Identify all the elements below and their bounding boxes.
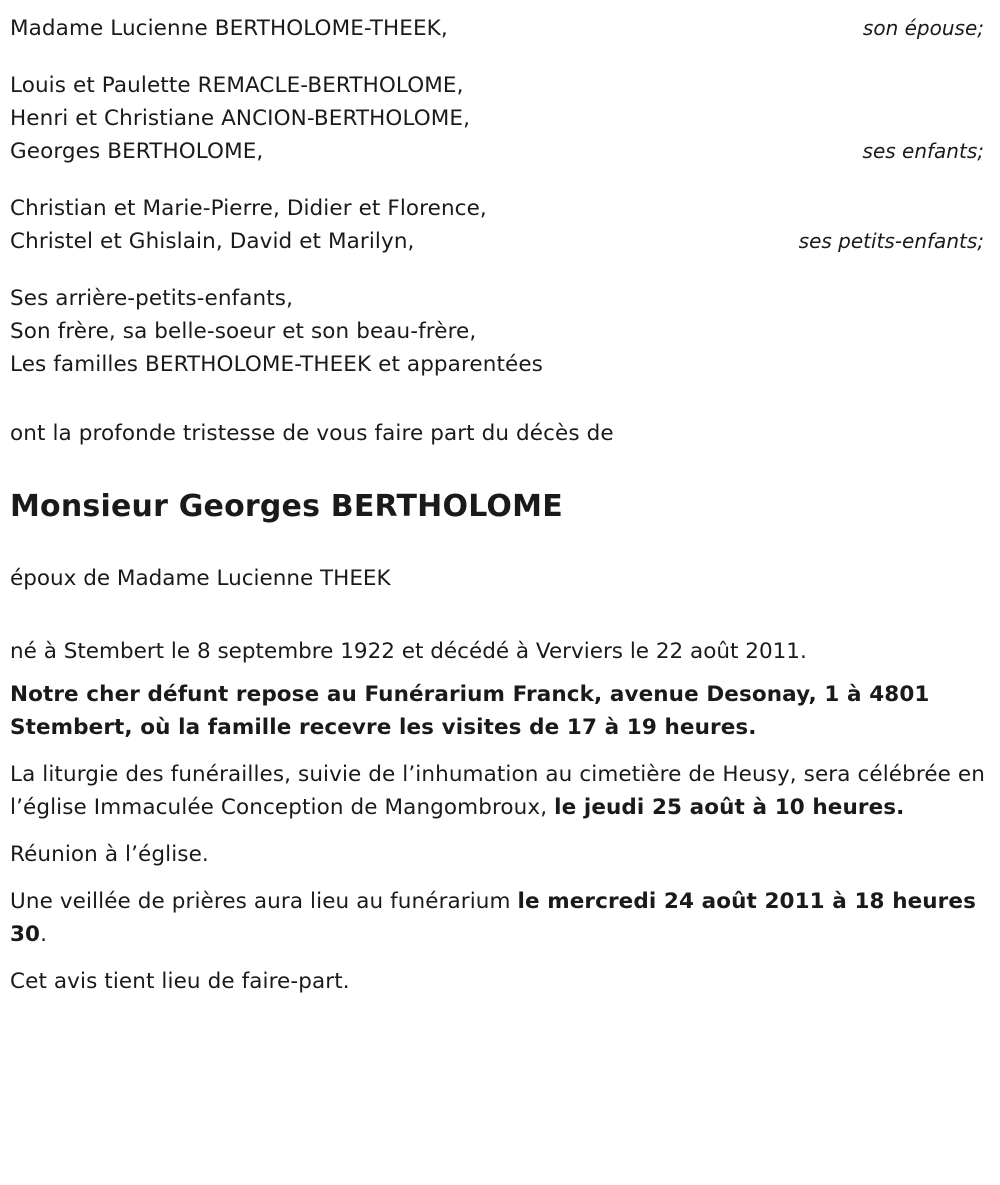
- vigil-text-trailing: .: [40, 922, 48, 947]
- name-lines: [10, 192, 487, 258]
- vigil-paragraph: [10, 885, 986, 951]
- relation-row: [10, 69, 986, 168]
- vigil-text-normal: Une veillée de prières aura lieu au funérarium: [10, 889, 518, 914]
- group-spacer: [10, 258, 986, 282]
- name-lines: [10, 69, 470, 168]
- name-lines: [10, 282, 986, 381]
- family-name-line: Madame Lucienne BERTHOLOME-THEEK,: [10, 16, 448, 41]
- closing-paragraph: Cet avis tient lieu de faire-part.: [10, 969, 350, 994]
- name-lines: [10, 12, 448, 45]
- family-name-line: Louis et Paulette REMACLE-BERTHOLOME,: [10, 73, 464, 98]
- relation-row: [10, 12, 986, 45]
- family-name-line: Christian et Marie-Pierre, Didier et Florence,: [10, 196, 487, 221]
- relation-label-grandchildren: ses petits-enfants;: [798, 229, 984, 253]
- spouse-of-line: époux de Madame Lucienne THEEK: [10, 566, 391, 591]
- deceased-name-heading: Monsieur Georges BERTHOLOME: [10, 489, 563, 524]
- family-name-line: Ses arrière-petits-enfants,: [10, 286, 293, 311]
- vigil-text-bold: le mercredi 24 août 2011 à 18 heures 30: [10, 889, 976, 947]
- family-group-spouse: [10, 12, 986, 45]
- relation-label-spouse: son épouse;: [862, 16, 984, 40]
- relation-row: [10, 192, 986, 258]
- reunion-paragraph: Réunion à l’église.: [10, 842, 209, 867]
- funerarium-paragraph: Notre cher défunt repose au Funérarium Franck, avenue Desonay, 1 à 4801 Stembert, où la famille recevre les visites de 17 à 19 heures.: [10, 682, 930, 740]
- family-name-line: Christel et Ghislain, David et Marilyn,: [10, 229, 415, 254]
- family-name-line: Son frère, sa belle-soeur et son beau-frère,: [10, 319, 477, 344]
- group-spacer: [10, 45, 986, 69]
- family-group-others: [10, 282, 986, 381]
- liturgy-text-bold: le jeudi 25 août à 10 heures.: [554, 795, 905, 820]
- family-group-children: [10, 69, 986, 168]
- family-listing: [10, 12, 986, 381]
- liturgy-text-normal: La liturgie des funérailles, suivie de l’inhumation au cimetière de Heusy, sera célébrée en l’église Immaculée Conception de Mangombroux,: [10, 762, 985, 820]
- family-name-line: Les familles BERTHOLOME-THEEK et apparentées: [10, 352, 543, 377]
- announcement-lead: ont la profonde tristesse de vous faire part du décès de: [10, 421, 614, 446]
- birth-death-dates-line: né à Stembert le 8 septembre 1922 et décédé à Verviers le 22 août 2011.: [10, 639, 807, 664]
- family-name-line: Georges BERTHOLOME,: [10, 139, 264, 164]
- family-group-grandchildren: [10, 192, 986, 258]
- liturgy-paragraph: [10, 758, 986, 824]
- family-name-line: Henri et Christiane ANCION-BERTHOLOME,: [10, 106, 471, 131]
- group-spacer: [10, 168, 986, 192]
- relation-label-children: ses enfants;: [862, 139, 984, 163]
